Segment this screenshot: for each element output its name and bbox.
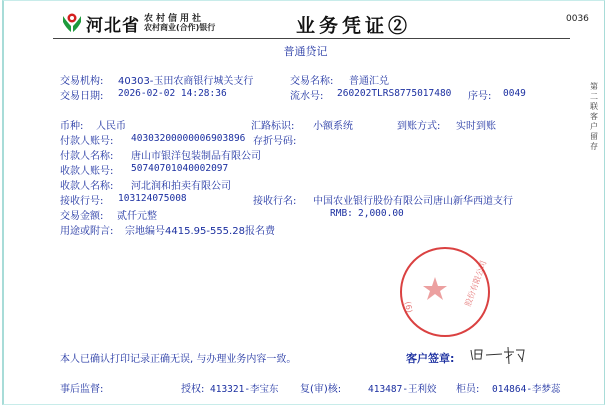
receiving-bank-name-value: 中国农业银行股份有限公司唐山新华西道支行 (313, 196, 513, 207)
receiving-bank-no-value: 103124075008 (118, 193, 187, 204)
svg-text:(6): (6) (403, 300, 414, 314)
header-divider (53, 38, 570, 39)
arrival-method-value: 实时到账 (456, 121, 496, 132)
voucher-title: 业务凭证② (296, 15, 412, 37)
review-label: 复(审)核: (300, 384, 342, 395)
receiving-bank-no-label: 接收行号: (60, 196, 104, 207)
province-name: 河北省 (86, 16, 140, 36)
arrival-method-label: 到账方式: (397, 121, 441, 132)
currency-label: 币种: (60, 121, 84, 132)
amount-label: 交易金额: (60, 211, 104, 222)
audit-label: 事后监督: (60, 384, 104, 395)
transaction-name-value: 普通汇兑 (349, 76, 389, 87)
serial-number: 0036 (566, 14, 589, 24)
route-label: 汇路标识: (251, 121, 295, 132)
amount-words: 贰仟元整 (117, 211, 157, 222)
payee-name-label: 收款人名称: (60, 181, 114, 192)
review-value: 413487-王利姣 (368, 384, 437, 395)
bank-logo-icon (61, 12, 83, 34)
bank-seal-stamp (375, 247, 495, 342)
date-value: 2026-02-02 14:28:36 (118, 88, 227, 99)
amount-currency: RMB: (330, 208, 353, 219)
payer-name-value: 唐山市银洋包装制品有限公司 (131, 151, 261, 162)
purpose-label: 用途或附言: (60, 226, 114, 237)
flow-number-value: 260202TLRS8775017480 (337, 88, 452, 99)
sequence-label: 序号: (468, 91, 492, 102)
payer-name-label: 付款人名称: (60, 151, 114, 162)
teller-label: 柜员: (456, 384, 480, 395)
route-value: 小额系统 (313, 121, 353, 132)
voucher-subtitle: 普通贷记 (283, 45, 328, 58)
teller-value: 014864-李梦蕊 (492, 384, 561, 395)
institution-value: 40303-玉田农商银行城关支行 (118, 76, 254, 87)
confirmation-text: 本人已确认打印记录正确无误, 与办理业务内容一致。 (60, 354, 297, 365)
auth-value: 413321-李宝东 (210, 384, 279, 395)
transaction-name-label: 交易名称: (290, 76, 334, 87)
customer-signature (468, 344, 530, 366)
flow-number-label: 流水号: (290, 91, 324, 102)
copy-note: 第二联 客户留存 (590, 82, 598, 151)
bank-name-line2: 农村商业(合作)银行 (144, 23, 216, 32)
payee-name-value: 河北润和拍卖有限公司 (131, 181, 231, 192)
institution-label: 交易机构: (60, 76, 104, 87)
purpose-value: 宗地编号4415.95-555.28报名费 (125, 226, 275, 237)
svg-text:股份有限公司: 股份有限公司 (463, 259, 489, 308)
payee-account-label: 收款人账号: (60, 166, 114, 177)
receiving-bank-name-label: 接收行名: (253, 196, 297, 207)
auth-label: 授权: (181, 384, 205, 395)
date-label: 交易日期: (60, 91, 104, 102)
currency-value: 人民币 (96, 121, 126, 132)
passbook-label: 存折号码: (253, 136, 297, 147)
payer-account-value: 40303200000006903896 (131, 133, 246, 144)
amount-number: 2,000.00 (358, 208, 404, 219)
payer-account-label: 付款人账号: (60, 136, 114, 147)
sequence-value: 0049 (503, 88, 526, 99)
bank-name-line1: 农村信用社 (144, 14, 205, 24)
payee-account-value: 50740701040002097 (131, 163, 229, 174)
signature-label: 客户签章: (406, 352, 455, 365)
